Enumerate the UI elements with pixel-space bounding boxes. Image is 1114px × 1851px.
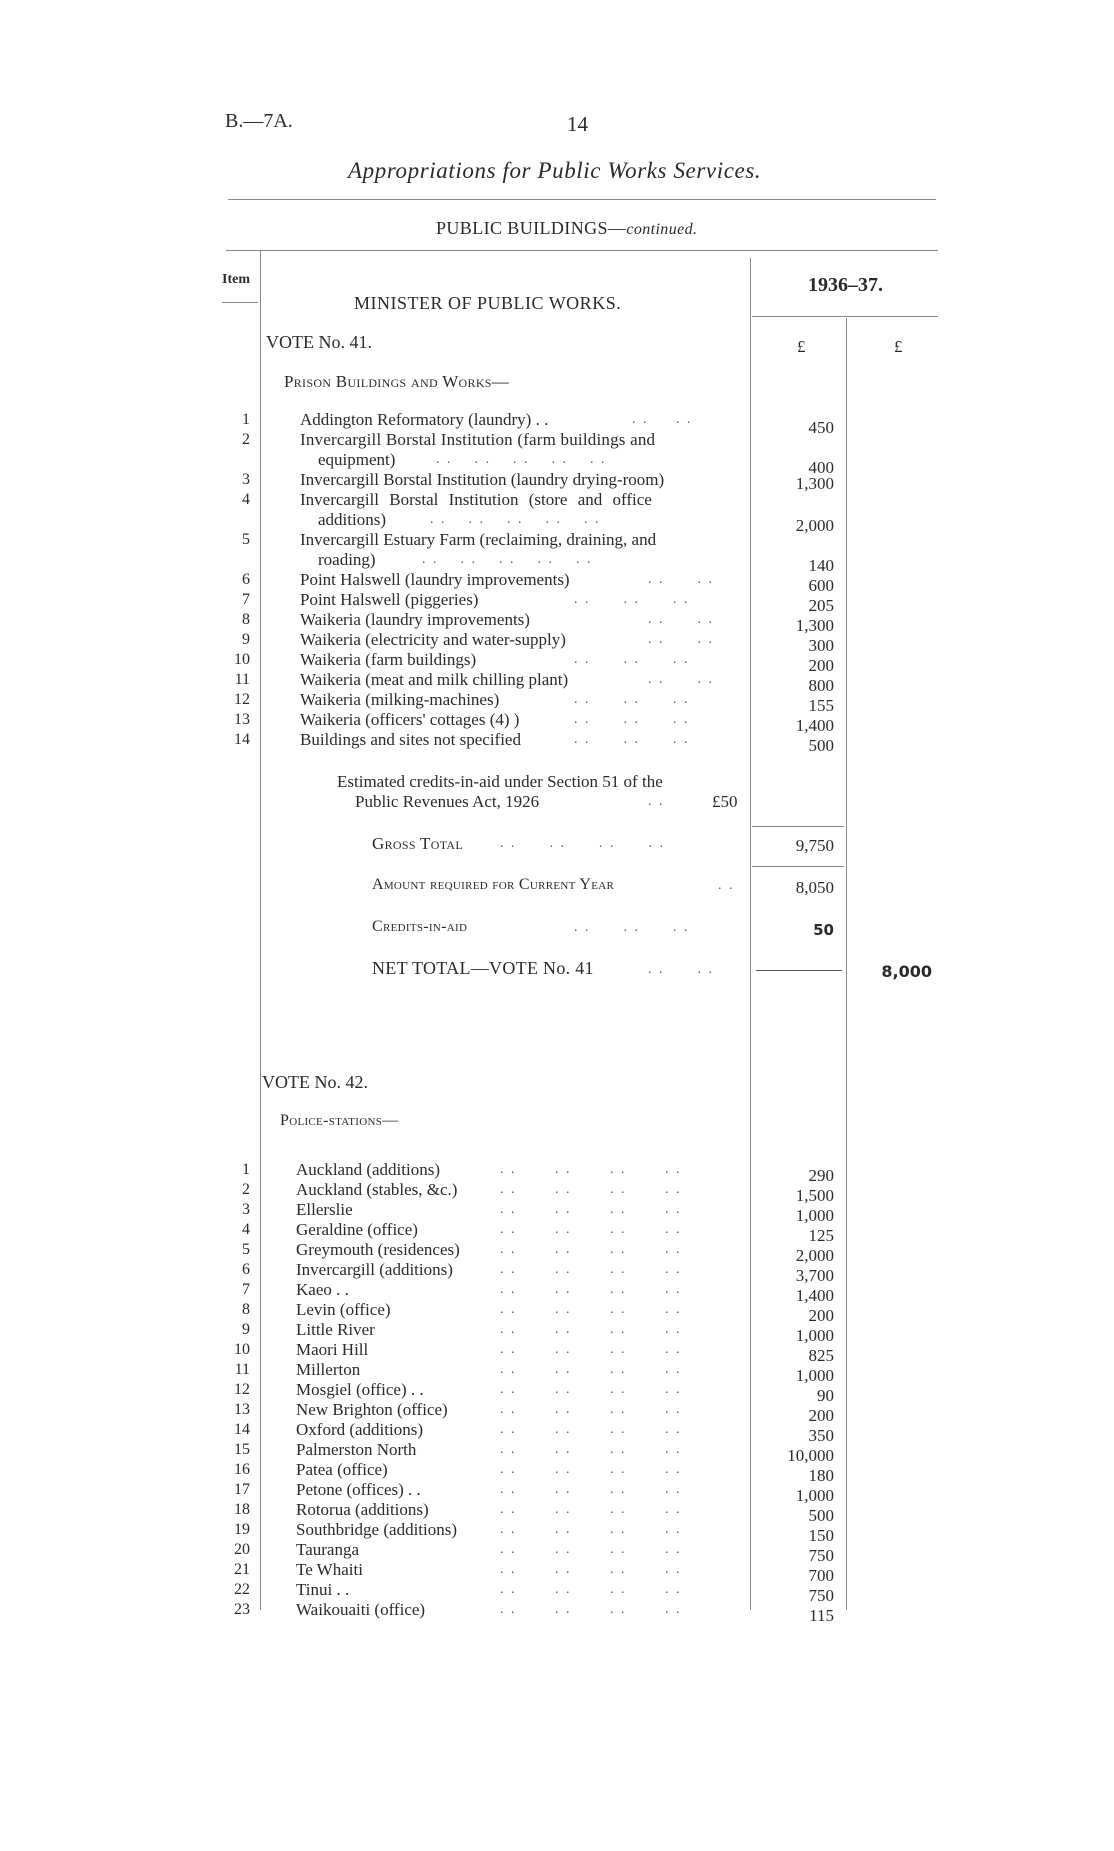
leader-dots: . . [718, 878, 735, 893]
item-amount: 3,700 [795, 1266, 834, 1285]
item-amount: 155 [808, 696, 834, 715]
item-number: 1 [242, 1161, 250, 1178]
item-amount: 2,000 [795, 516, 834, 535]
item-number: 4 [242, 1221, 250, 1238]
credits-note-line2: Public Revenues Act, 1926 [355, 792, 540, 811]
item-amount: 500 [808, 1506, 834, 1525]
item-description: Tinui . . [296, 1580, 350, 1599]
leader-dots: . . . . [648, 672, 714, 687]
item-amount: 750 [808, 1586, 834, 1605]
item-amount: 350 [808, 1426, 834, 1445]
leader-dots: . . . . . . . . [500, 1462, 682, 1477]
amount-column-mid-divider [846, 318, 847, 1610]
credits-amount: 50 [813, 921, 834, 939]
item-number: 21 [234, 1561, 250, 1578]
leader-dots: . . . . [648, 612, 714, 627]
item-amount: 825 [808, 1346, 834, 1365]
item-description: Invercargill Borstal Institution (store and office [300, 490, 652, 509]
leader-dots: . . . . . . . . . . [422, 552, 593, 567]
item-number: 20 [234, 1541, 250, 1558]
item-amount: 750 [808, 1546, 834, 1565]
gross-total-label: Gross Total [372, 834, 463, 853]
item-number: 4 [242, 491, 250, 508]
credits-note-line1: Estimated credits-in-aid under Section 51 of the [337, 772, 663, 791]
amount-required-amount: 8,050 [795, 878, 834, 897]
item-description: Rotorua (additions) [296, 1500, 429, 1519]
item-number: 9 [242, 631, 250, 648]
leader-dots: . . . . . . . . . . [436, 452, 607, 467]
item-number: 7 [242, 1281, 250, 1298]
leader-dots: . . . . . . [574, 712, 690, 727]
item-description: Petone (offices) . . [296, 1480, 421, 1499]
section-title-text: PUBLIC BUILDINGS— [436, 218, 627, 238]
gross-total-rule-top [752, 826, 844, 827]
item-description: Southbridge (additions) [296, 1520, 458, 1539]
item-amount: 90 [817, 1386, 834, 1405]
leader-dots: . . . . . . . . [500, 1242, 682, 1257]
leader-dots: . . . . . . . . [500, 1282, 682, 1297]
leader-dots: . . . . . . . . [500, 1222, 682, 1237]
item-number: 13 [234, 711, 250, 728]
item-description: Invercargill Borstal Institution (laundry drying-room) [300, 470, 665, 489]
item-description: Levin (office) [296, 1300, 391, 1319]
item-header-rule [222, 302, 258, 303]
item-amount: 600 [808, 576, 834, 595]
item-description: Addington Reformatory (laundry) . . [300, 410, 549, 429]
item-amount: 1,500 [795, 1186, 834, 1205]
item-amount: 300 [808, 636, 834, 655]
leader-dots: . . . . [632, 412, 693, 427]
item-amount: 1,300 [795, 616, 834, 635]
section-continued: continued. [626, 221, 698, 238]
item-amount: 700 [808, 1566, 834, 1585]
item-number: 10 [234, 1341, 250, 1358]
item-description: Point Halswell (piggeries) [300, 590, 479, 609]
item-number: 17 [234, 1481, 250, 1498]
net-total-rule [756, 970, 842, 971]
item-amount: 1,300 [795, 474, 834, 493]
item-column-divider [260, 250, 261, 1610]
leader-dots: . . . . [648, 962, 714, 977]
item-description: Waikeria (meat and milk chilling plant) [300, 670, 569, 689]
item-column-header: Item [222, 272, 250, 287]
net-total-label: NET TOTAL—VOTE No. 41 [372, 958, 594, 978]
item-number: 9 [242, 1321, 250, 1338]
leader-dots: . . . . . . . . [500, 1382, 682, 1397]
item-number: 12 [234, 1381, 250, 1398]
item-number: 13 [234, 1401, 250, 1418]
item-description: Invercargill Borstal Institution (farm buildings and [300, 430, 656, 449]
item-number: 5 [242, 1241, 250, 1258]
doc-reference: B.—7A. [225, 110, 293, 132]
leader-dots: . . . . . . . . [500, 1262, 682, 1277]
item-number: 15 [234, 1441, 250, 1458]
item-number: 18 [234, 1501, 250, 1518]
item-number: 1 [242, 411, 250, 428]
item-number: 11 [234, 1361, 250, 1378]
credits-note-amount: £50 [712, 792, 738, 811]
gross-total-rule-bottom [752, 866, 844, 867]
item-number: 10 [234, 651, 250, 668]
leader-dots: . . . . [648, 572, 714, 587]
item-description: Mosgiel (office) . . [296, 1380, 424, 1399]
item-number: 12 [234, 691, 250, 708]
item-amount: 125 [808, 1226, 834, 1245]
item-amount: 290 [808, 1166, 834, 1185]
item-number: 16 [234, 1461, 250, 1478]
item-amount: 180 [808, 1466, 834, 1485]
item-amount: 1,000 [795, 1366, 834, 1385]
item-number: 6 [242, 1261, 250, 1278]
vote-41-subtitle: Prison Buildings and Works— [284, 372, 510, 391]
item-description: Greymouth (residences) [296, 1240, 460, 1259]
item-amount: 200 [808, 1406, 834, 1425]
item-description-continued: equipment) [318, 450, 396, 469]
item-amount: 400 [808, 458, 834, 477]
minister-heading: MINISTER OF PUBLIC WORKS. [354, 293, 622, 313]
item-amount: 150 [808, 1526, 834, 1545]
item-description: Waikeria (farm buildings) [300, 650, 477, 669]
item-amount: 140 [808, 556, 834, 575]
item-amount: 10,000 [787, 1446, 834, 1465]
leader-dots: . . . . . . . . [500, 1422, 682, 1437]
item-description: Invercargill (additions) [296, 1260, 453, 1279]
leader-dots: . . . . . . . . [500, 1182, 682, 1197]
leader-dots: . . . . [648, 632, 714, 647]
item-description: Te Whaiti [296, 1560, 363, 1579]
item-amount: 1,000 [795, 1486, 834, 1505]
item-description: Palmerston North [296, 1440, 417, 1459]
item-amount: 205 [808, 596, 834, 615]
vote-41-title: VOTE No. 41. [266, 332, 372, 352]
leader-dots: . . . . . . . . [500, 1602, 682, 1617]
item-number: 2 [242, 431, 250, 448]
item-description: Waikouaiti (office) [296, 1600, 426, 1619]
item-number: 14 [234, 1421, 250, 1438]
item-description: Waikeria (electricity and water-supply) [300, 630, 566, 649]
item-amount: 200 [808, 1306, 834, 1325]
page-title: Appropriations for Public Works Services. [348, 158, 762, 183]
leader-dots: . . . . . . . . [500, 1322, 682, 1337]
item-description-continued: roading) [318, 550, 376, 569]
leader-dots: . . . . . . [574, 652, 690, 667]
item-description: Tauranga [296, 1540, 359, 1559]
vote-42-subtitle: Police-stations— [280, 1112, 399, 1129]
item-description: Kaeo . . [296, 1280, 349, 1299]
leader-dots: . . . . . . . . [500, 1542, 682, 1557]
section-title [436, 218, 697, 239]
section-rule [226, 250, 938, 251]
leader-dots: . . . . . . . . [500, 1502, 682, 1517]
item-number: 8 [242, 611, 250, 628]
leader-dots: . . . . . . . . [500, 1582, 682, 1597]
leader-dots: . . . . . . . . [500, 1402, 682, 1417]
vote-42-title: VOTE No. 42. [262, 1072, 368, 1092]
item-number: 22 [234, 1581, 250, 1598]
item-number: 14 [234, 731, 250, 748]
item-amount: 1,400 [795, 1286, 834, 1305]
leader-dots: . . . . . . . . [500, 836, 665, 851]
item-number: 3 [242, 471, 250, 488]
leader-dots: . . . . . . . . [500, 1522, 682, 1537]
leader-dots: . . . . . . . . [500, 1162, 682, 1177]
item-amount: 115 [809, 1606, 834, 1625]
item-description: Invercargill Estuary Farm (reclaiming, draining, and [300, 530, 657, 549]
leader-dots: . . . . . . . . [500, 1302, 682, 1317]
credits-label: Credits-in-aid [372, 918, 468, 935]
item-number: 6 [242, 571, 250, 588]
year-header-rule [752, 316, 938, 317]
item-description: Patea (office) [296, 1460, 388, 1479]
leader-dots: . . . . . . [574, 732, 690, 747]
item-number: 5 [242, 531, 250, 548]
item-number: 8 [242, 1301, 250, 1318]
item-amount: 1,000 [795, 1206, 834, 1225]
item-amount: 450 [808, 418, 834, 437]
item-number: 3 [242, 1201, 250, 1218]
item-description-continued: additions) [318, 510, 386, 529]
item-description: Millerton [296, 1360, 361, 1379]
leader-dots: . . . . . . [574, 692, 690, 707]
item-description: Little River [296, 1320, 375, 1339]
leader-dots: . . . . . . . . [500, 1482, 682, 1497]
item-description: Waikeria (milking-machines) [300, 690, 500, 709]
item-description: Waikeria (laundry improvements) [300, 610, 530, 629]
item-description: Waikeria (officers' cottages (4) ) [300, 710, 520, 729]
amount-required-label: Amount required for Current Year [372, 876, 615, 893]
currency-symbol-left: £ [797, 337, 806, 356]
item-amount: 500 [808, 736, 834, 755]
item-number: 19 [234, 1521, 250, 1538]
leader-dots: . . . . . . . . [500, 1202, 682, 1217]
item-description: Auckland (stables, &c.) [296, 1180, 458, 1199]
item-number: 7 [242, 591, 250, 608]
item-description: Geraldine (office) [296, 1220, 418, 1239]
page-number: 14 [567, 112, 588, 136]
leader-dots: . . . . . . [574, 592, 690, 607]
item-amount: 2,000 [795, 1246, 834, 1265]
gross-total-amount: 9,750 [795, 836, 834, 855]
item-amount: 1,000 [795, 1326, 834, 1345]
item-description: Oxford (additions) [296, 1420, 424, 1439]
item-amount: 800 [808, 676, 834, 695]
title-rule [228, 199, 936, 200]
item-description: Point Halswell (laundry improvements) [300, 570, 570, 589]
year-column-header: 1936–37. [808, 274, 883, 296]
item-number: 23 [234, 1601, 250, 1618]
item-description: New Brighton (office) [296, 1400, 448, 1419]
leader-dots: . . . . . . . . [500, 1562, 682, 1577]
leader-dots: . . . . . . . . [500, 1362, 682, 1377]
item-description: Buildings and sites not specified [300, 730, 521, 749]
item-number: 2 [242, 1181, 250, 1198]
item-amount: 200 [808, 656, 834, 675]
item-description: Ellerslie [296, 1200, 353, 1219]
item-number: 11 [234, 671, 250, 688]
item-description: Maori Hill [296, 1340, 369, 1359]
item-description: Auckland (additions) [296, 1160, 440, 1179]
net-total-amount: 8,000 [881, 962, 932, 981]
leader-dots: . . . . . . . . [500, 1442, 682, 1457]
item-amount: 1,400 [795, 716, 834, 735]
leader-dots: . . [648, 794, 665, 809]
leader-dots: . . . . . . . . [500, 1342, 682, 1357]
leader-dots: . . . . . . [574, 920, 690, 935]
leader-dots: . . . . . . . . . . [430, 512, 601, 527]
currency-symbol-right: £ [894, 337, 903, 356]
